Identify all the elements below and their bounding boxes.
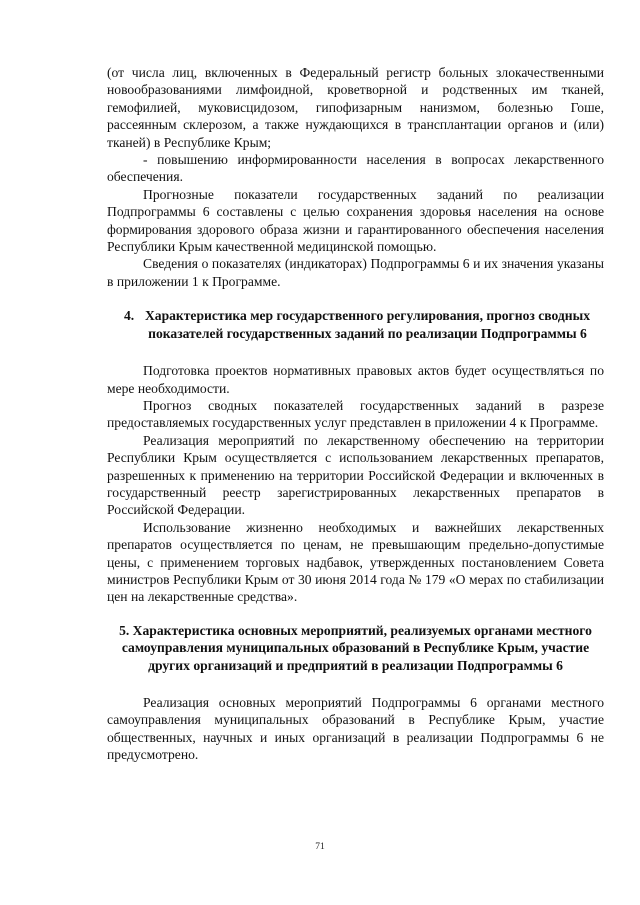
paragraph-awareness: - повышению информированности населения в вопросах лекарственного обеспечения.	[107, 152, 604, 185]
paragraph-indicators: Сведения о показателях (индикаторах) Подпрограммы 6 и их значения указаны в приложении 1 к Программе.	[107, 256, 604, 289]
paragraph-drafts: Подготовка проектов нормативных правовых актов будет осуществляться по мере необходимости.	[107, 363, 604, 396]
section-4-title: Характеристика мер государственного регулирования, прогноз сводных показателей государственных заданий по реализации Подпрограммы 6	[144, 308, 591, 341]
paragraph-drug-supply: Реализация мероприятий по лекарственному обеспечению на территории Республики Крым осуществляется с использованием лекарственных препаратов, разрешенных к применению на территории Российской Федерации и включенных в государственный реестр зарегистрированных лекарственных препаратов в Российской Федерации.	[107, 432, 604, 518]
paragraph-summary-forecast: Прогноз сводных показателей государственных заданий в разрезе предоставляемых государственных услуг представлен в приложении 4 к Программе.	[107, 397, 604, 431]
paragraph-municipal: Реализация основных мероприятий Подпрограммы 6 органами местного самоуправления муниципальных образований в Республике Крым, участие общественных, научных и иных организаций в реализации Подпрограммы 6 не предусмотрено.	[107, 695, 604, 763]
paragraph-registry: (от числа лиц, включенных в Федеральный регистр больных злокачественными новообразованиями лимфоидной, кроветворной и родственных им тканей, гемофилией, муковисцидозом, гипофизарным нанизмом, болезнью Гоше, рассеянным склерозом, а также нуждающихся в трансплантации органов и (или) тканей) в Республике Крым;	[107, 65, 604, 150]
paragraph-drug-prices: Использование жизненно необходимых и важнейших лекарственных препаратов осуществляется по ценам, не превышающим предельно-допустимые цены, с применением торговых надбавок, утвержденных постановлением Совета министров Республики Крым от 30 июня 2014 года № 179 «О мерах по стабилизации цен на лекарственные средства».	[107, 519, 604, 605]
section-5-heading: 5. Характеристика основных мероприятий, реализуемых органами местного самоуправления муниципальных образований в Республике Крым, участие других организаций и предприятий в реализации Подпрограммы 6	[119, 622, 592, 673]
page-number: 71	[315, 842, 325, 852]
section-4-heading	[107, 307, 604, 342]
paragraph-forecast: Прогнозные показатели государственных заданий по реализации Подпрограммы 6 составлены с целью сохранения здоровья населения на основе формирования здорового образа жизни и гарантированного обеспечения населения Республики Крым качественной медицинской помощью.	[107, 186, 604, 255]
section-4-number: 4.	[124, 308, 135, 324]
page-body	[107, 64, 604, 764]
